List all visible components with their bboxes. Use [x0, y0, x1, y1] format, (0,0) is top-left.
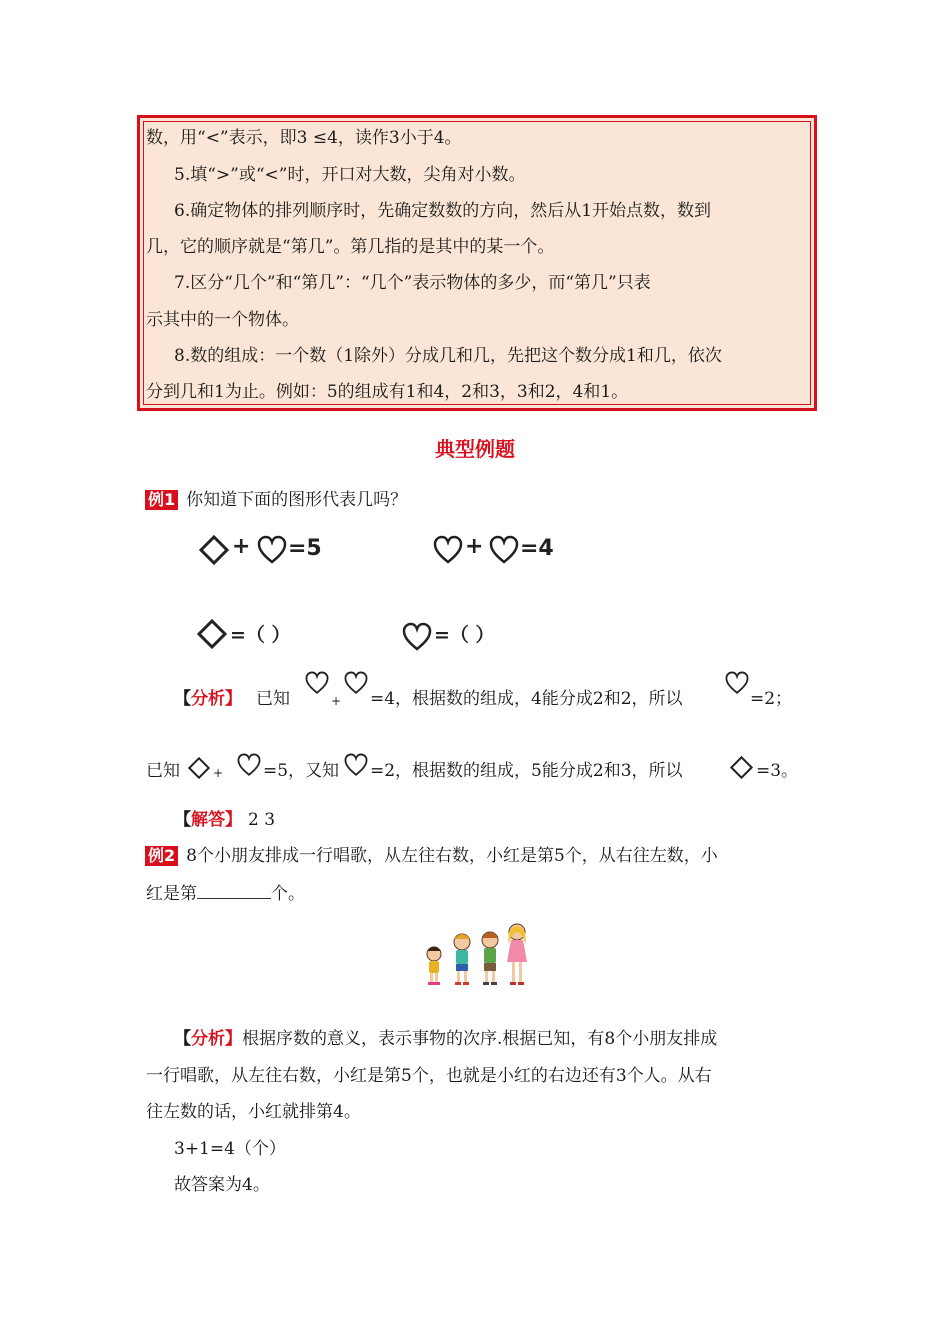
example2-analysis-label: 分析】: [191, 1029, 242, 1049]
example2-conclusion: 故答案为4。: [174, 1175, 270, 1195]
diamond-answer-blank: =（ ）: [230, 624, 291, 646]
diamond-icon: [198, 534, 230, 566]
child-4: [507, 924, 527, 985]
heart-icon: [343, 752, 369, 778]
heart-icon: [256, 534, 288, 566]
diamond-icon: [196, 618, 228, 650]
heart-icon: [304, 670, 330, 696]
example2-analysis-line1: 根据序数的意义，表示事物的次序.根据已知，有8个小朋友排成: [242, 1029, 718, 1049]
children-illustration: [418, 920, 534, 990]
heart-icon: [401, 621, 433, 653]
child-2: [454, 934, 470, 985]
analysis-label-text: 分析】: [191, 689, 242, 709]
heart-icon: [488, 534, 520, 566]
knowledge-line-2: 5.填“>”或“<”时，开口对大数，尖角对小数。: [174, 165, 526, 185]
section-title: 典型例题: [435, 437, 515, 461]
analysis-b1: 已知: [146, 761, 180, 781]
example2-analysis-row: 【分析】根据序数的意义，表示事物的次序.根据已知，有8个小朋友排成: [174, 1029, 718, 1049]
analysis-a4: =2；: [750, 689, 793, 709]
example2-analysis-line3: 往左数的话，小红就排第4。: [146, 1102, 361, 1122]
analysis-b4: =2，根据数的组成，5能分成2和3，所以: [370, 761, 683, 781]
plus-sign-1: +: [232, 534, 251, 559]
example1-answer-row: 【解答】 2 3: [174, 810, 276, 830]
heart-answer-blank: =（ ）: [434, 624, 495, 646]
plus-sign-2: +: [465, 534, 484, 559]
knowledge-line-6: 示其中的一个物体。: [146, 310, 299, 330]
heart-icon: [432, 534, 464, 566]
knowledge-line-1: 数，用“<”表示，即3 ≤4，读作3小于4。: [146, 128, 462, 148]
example1-tag: 例1: [145, 490, 178, 510]
example2-question-row: [145, 845, 718, 867]
question-line2-start: 红是第: [146, 884, 197, 904]
child-1: [427, 947, 441, 986]
knowledge-line-4: 几，它的顺序就是“第几”。第几指的是其中的某一个。: [146, 237, 555, 257]
heart-icon: [343, 670, 369, 696]
example2-tag: 例2: [145, 846, 178, 866]
child-3: [482, 932, 498, 985]
knowledge-line-8: 分到几和1为止。例如：5的组成有1和4，2和3，3和2，4和1。: [146, 382, 629, 402]
answer-blank-line: [197, 882, 271, 899]
example2-question-line1: 8个小朋友排成一行唱歌，从左往右数，小红是第5个，从右往左数，小: [186, 846, 718, 866]
example2-question-line2: [146, 882, 305, 905]
equation2-result: =4: [520, 536, 554, 561]
heart-icon: [236, 752, 262, 778]
question-line2-end: 个。: [271, 884, 305, 904]
diamond-icon: [729, 755, 754, 780]
example2-analysis-line2: 一行唱歌，从左往右数，小红是第5个，也就是小红的右边还有3个人。从右: [146, 1066, 712, 1086]
example1-question: 你知道下面的图形代表几吗？: [186, 490, 408, 510]
answer-label: 解答】: [191, 810, 242, 830]
analysis-b3: =5，又知: [263, 761, 340, 781]
knowledge-line-3: 6.确定物体的排列顺序时，先确定数数的方向，然后从1开始点数，数到: [174, 201, 712, 221]
example2-calc: 3+1=4（个）: [174, 1139, 286, 1159]
knowledge-line-5: 7.区分“几个”和“第几”：“几个”表示物体的多少，而“第几”只表: [174, 273, 651, 293]
analysis-b2: +: [213, 766, 224, 780]
analysis-b5: =3。: [756, 761, 799, 781]
knowledge-line-7: 8.数的组成：一个数（1除外）分成几和几，先把这个数分成1和几，依次: [174, 346, 722, 366]
example1-answer: 2 3: [248, 810, 276, 830]
example1-analysis-label: 【分析】: [174, 689, 242, 709]
analysis-a1: 已知: [256, 689, 290, 709]
diamond-icon: [187, 756, 211, 780]
analysis-a2: +: [331, 694, 342, 708]
heart-icon: [724, 670, 750, 696]
equation1-result: =5: [288, 536, 322, 561]
analysis-a3: =4，根据数的组成，4能分成2和2，所以: [370, 689, 683, 709]
example1-question-row: [145, 489, 407, 511]
